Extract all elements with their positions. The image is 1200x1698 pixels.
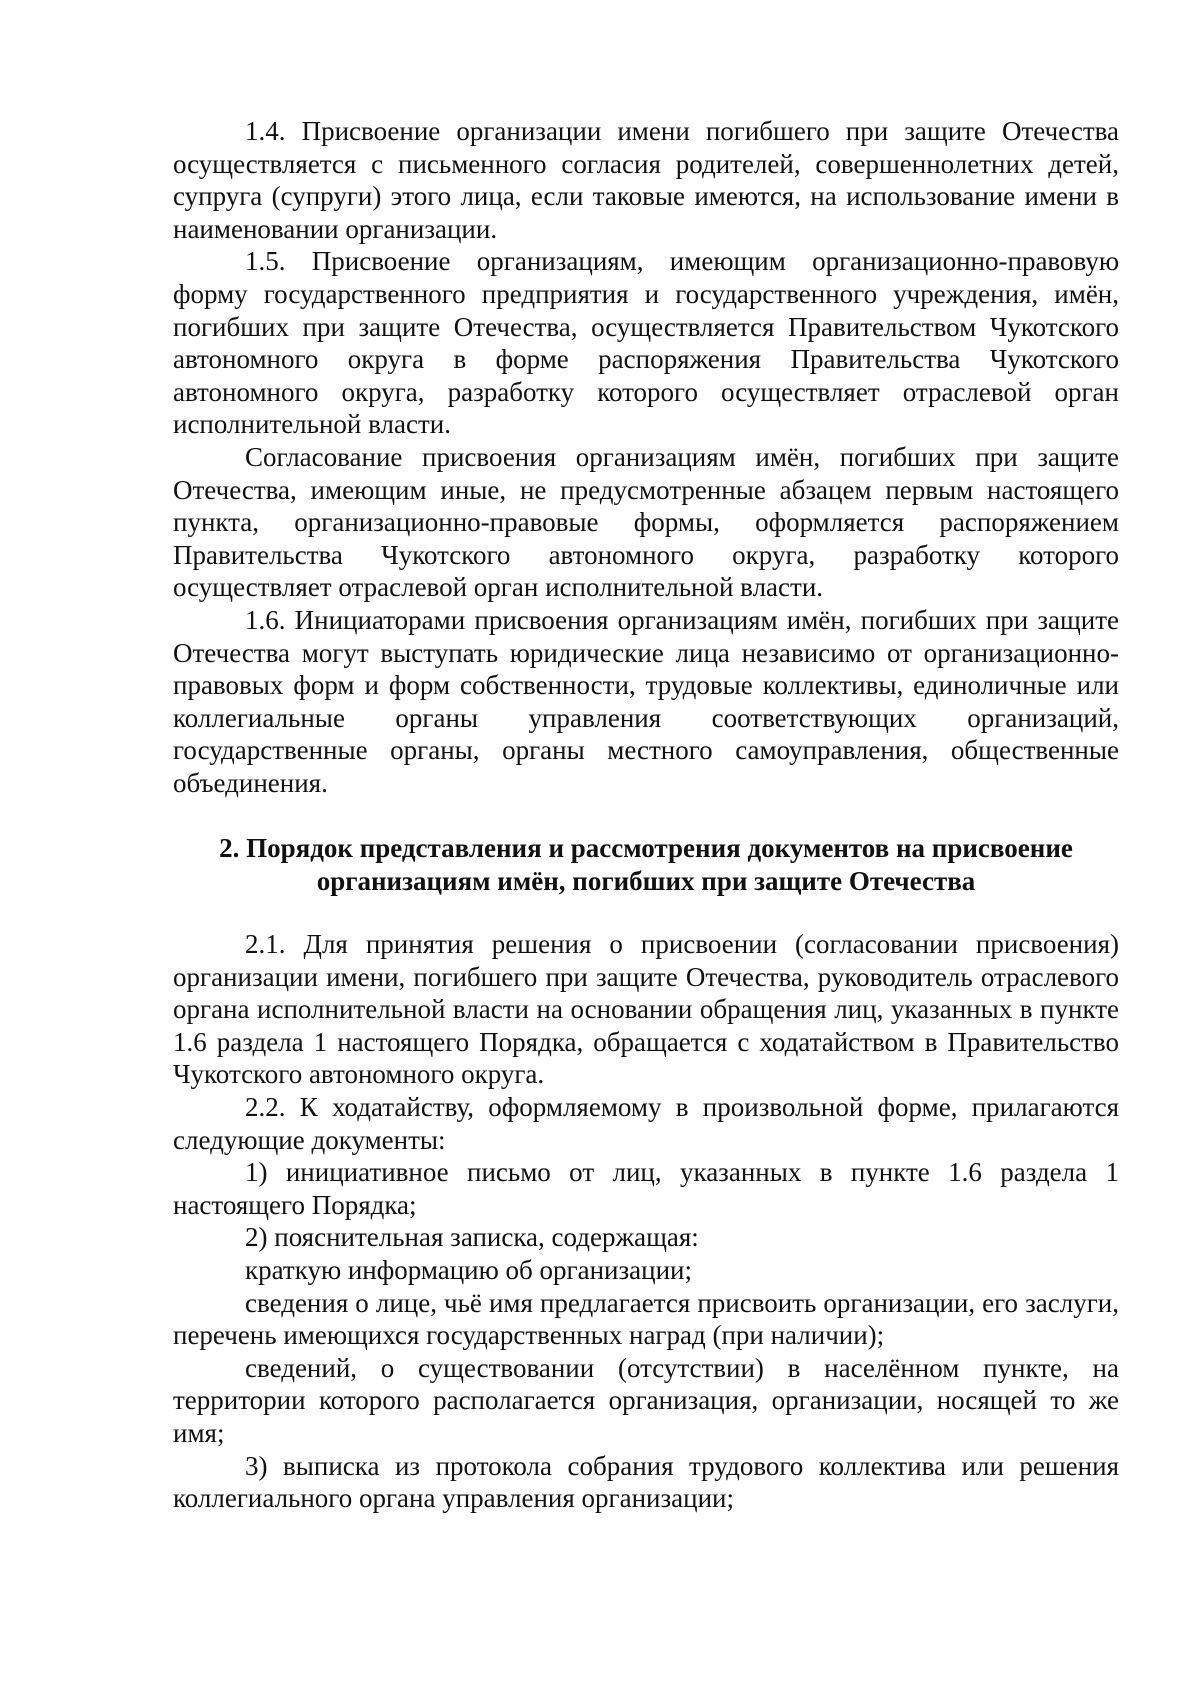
paragraph-1-5: 1.5. Присвоение организациям, имеющим организационно-правовую форму государственного предприятия и государственного учреждения, имён, погибших при защите Отечества, осуществляется Правительством Чукотского автономного округа в форме распоряжения Правительства Чукотского автономного округа, разработку которого осуществляет отраслевой орган исполнительной власти. <box>173 246 1119 440</box>
paragraph-1-4: 1.4. Присвоение организации имени погибшего при защите Отечества осуществляется с письменного согласия родителей, совершеннолетних детей, супруга (супруги) этого лица, если таковые имеются, на использование имени в наименовании организации. <box>173 116 1119 244</box>
paragraph-1-5-agreement: Согласование присвоения организациям имён, погибших при защите Отечества, имеющим иные, не предусмотренные абзацем первым настоящего пункта, организационно-правовые формы, оформляется распоряжением Правительства Чукотского автономного округа, разработку которого осуществляет отраслевой орган исполнительной власти. <box>173 441 1119 603</box>
list-item-2: 2) пояснительная записка, содержащая: <box>245 1222 699 1253</box>
list-item-2-organization-info: краткую информацию об организации; <box>245 1254 692 1285</box>
list-item-2-person-info: сведения о лице, чьё имя предлагается присвоить организации, его заслуги, перечень имеющихся государственных наград (при наличии); <box>173 1287 1119 1351</box>
paragraph-1-6: 1.6. Инициаторами присвоения организациям имён, погибших при защите Отечества могут выступать юридические лица независимо от организационно-правовых форм и форм собственности, трудовые коллективы, единоличные или коллегиальные органы управления соответствующих организаций, государственные органы, органы местного самоуправления, общественные объединения. <box>173 604 1119 798</box>
list-item-3: 3) выписка из протокола собрания трудового коллектива или решения коллегиального органа управления организации; <box>173 1450 1119 1514</box>
list-item-1: 1) инициативное письмо от лиц, указанных в пункте 1.6 раздела 1 настоящего Порядка; <box>173 1157 1119 1220</box>
list-item-2-same-name-info: сведений, о существовании (отсутствии) в населённом пункте, на территории которого располагается организация, организации, носящей то же имя; <box>173 1352 1119 1448</box>
section-2-heading-line-1: 2. Порядок представления и рассмотрения документов на присвоение <box>219 833 1073 863</box>
paragraph-2-2: 2.2. К ходатайству, оформляемому в произвольной форме, прилагаются следующие документы: <box>173 1091 1119 1155</box>
section-2-heading-line-2: организациям имён, погибших при защите Отечества <box>316 865 976 896</box>
section-2-text <box>173 928 1119 1515</box>
paragraph-2-1: 2.1. Для принятия решения о присвоении (согласовании присвоения) организации имени, погибшего при защите Отечества, руководитель отраслевого органа исполнительной власти на основании обращения лиц, указанных в пункте 1.6 раздела 1 настоящего Порядка, обращается с ходатайством в Правительство Чукотского автономного округа. <box>173 929 1119 1090</box>
section-2-heading <box>173 832 1119 897</box>
section-1-text <box>173 115 1119 799</box>
